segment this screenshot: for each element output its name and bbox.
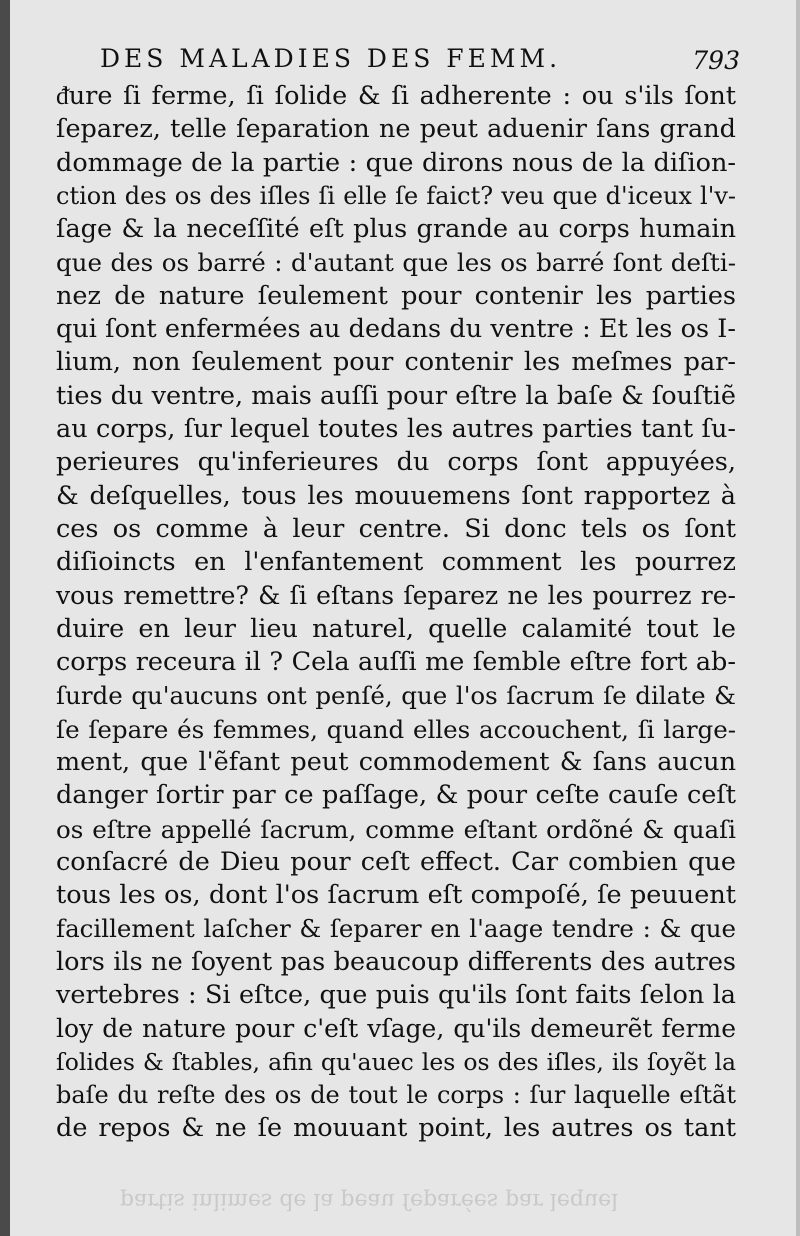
text-line: ſe ſepare és femmes, quand elles accouchent, ſi large- bbox=[56, 714, 736, 744]
text-line: ſage & la neceſſité eſt plus grande au corps humain bbox=[56, 214, 736, 245]
text-line: ᵭure ſi ferme, ſi ſolide & ſi adherente : ou s'ils ſont bbox=[56, 81, 736, 111]
text-line: vous remettre? & ſi eſtans ſeparez ne les pourrez re- bbox=[56, 581, 736, 611]
text-line: vertebres : Si eſtce, que puis qu'ils ſont faits ſelon la bbox=[56, 980, 736, 1011]
text-line: au corps, ſur lequel toutes les autres parties tant ſu- bbox=[56, 413, 736, 444]
page-gutter-shadow bbox=[0, 0, 10, 1236]
text-line: dommage de la partie : que dirons nous de la diſion- bbox=[56, 147, 736, 178]
text-line: lors ils ne ſoyent pas beaucoup differents des autres bbox=[56, 946, 736, 977]
text-line: diſioincts en l'enfantement comment les pourrez bbox=[56, 547, 736, 578]
text-line: de repos & ne ſe mouuant point, les autres os tant bbox=[56, 1113, 736, 1144]
text-line: conſacré de Dieu pour ceſt effect. Car combien que bbox=[56, 846, 736, 877]
text-line: facillement laſcher & ſeparer en l'aage tendre : & que bbox=[56, 914, 736, 944]
text-line: ces os comme à leur centre. Si donc tels os ſont bbox=[56, 513, 736, 544]
text-line: ſeparez, telle ſeparation ne peut aduenir ſans grand bbox=[56, 114, 736, 145]
text-line: duire en leur lieu naturel, quelle calamité tout le bbox=[56, 613, 736, 644]
text-line: lium, non ſeulement pour contenir les meſmes par- bbox=[56, 347, 736, 378]
text-line: & deſquelles, tous les mouuemens ſont rapportez à bbox=[56, 480, 736, 511]
text-line: corps receura il ? Cela auſſi me ſemble eſtre fort ab- bbox=[56, 647, 736, 678]
text-line: loy de nature pour c'eſt vſage, qu'ils demeurẽt ferme bbox=[56, 1014, 736, 1044]
text-line: que des os barré : d'autant que les os barré ſont deſti- bbox=[56, 248, 736, 278]
page-edge bbox=[796, 0, 800, 1236]
text-line: qui ſont enfermées au dedans du ventre : Et les os I- bbox=[56, 314, 736, 345]
page-number: 793 bbox=[692, 46, 740, 75]
text-line: tous les os, dont l'os ſacrum eſt compoſé, ſe peuuent bbox=[56, 880, 736, 911]
running-head: DES MALADIES DES FEMM. bbox=[100, 44, 562, 73]
text-line: ties du ventre, mais auſſi pour eſtre la baſe & ſouſtiẽ bbox=[56, 380, 736, 411]
text-line: baſe du reſte des os de tout le corps : ſur laquelle eſtãt bbox=[56, 1080, 736, 1109]
body-text bbox=[56, 80, 736, 1146]
bleed-through-text: partis inlimes de la peau ſeparées par lequel bbox=[120, 1188, 619, 1213]
text-line: ment, que l'ẽfant peut commodement & ſans aucun bbox=[56, 746, 736, 777]
text-line: ction des os des iſles ſi elle ſe faict? veu que d'iceux l'v- bbox=[56, 181, 736, 210]
text-line: danger ſortir par ce paſſage, & pour ceſte cauſe ceſt bbox=[56, 780, 736, 811]
text-line: os eſtre appellé ſacrum, comme eſtant ordõné & quaſi bbox=[56, 814, 736, 844]
text-line: nez de nature ſeulement pour contenir les parties bbox=[56, 280, 736, 311]
text-line: ſolides & ſtables, afin qu'auec les os des iſles, ils ſoyẽt la bbox=[56, 1047, 736, 1076]
page-header bbox=[100, 44, 740, 80]
text-line: perieures qu'inferieures du corps ſont appuyées, bbox=[56, 447, 736, 478]
text-line: ſurde qu'aucuns ont penſé, que l'os ſacrum ſe dilate & bbox=[56, 681, 736, 711]
